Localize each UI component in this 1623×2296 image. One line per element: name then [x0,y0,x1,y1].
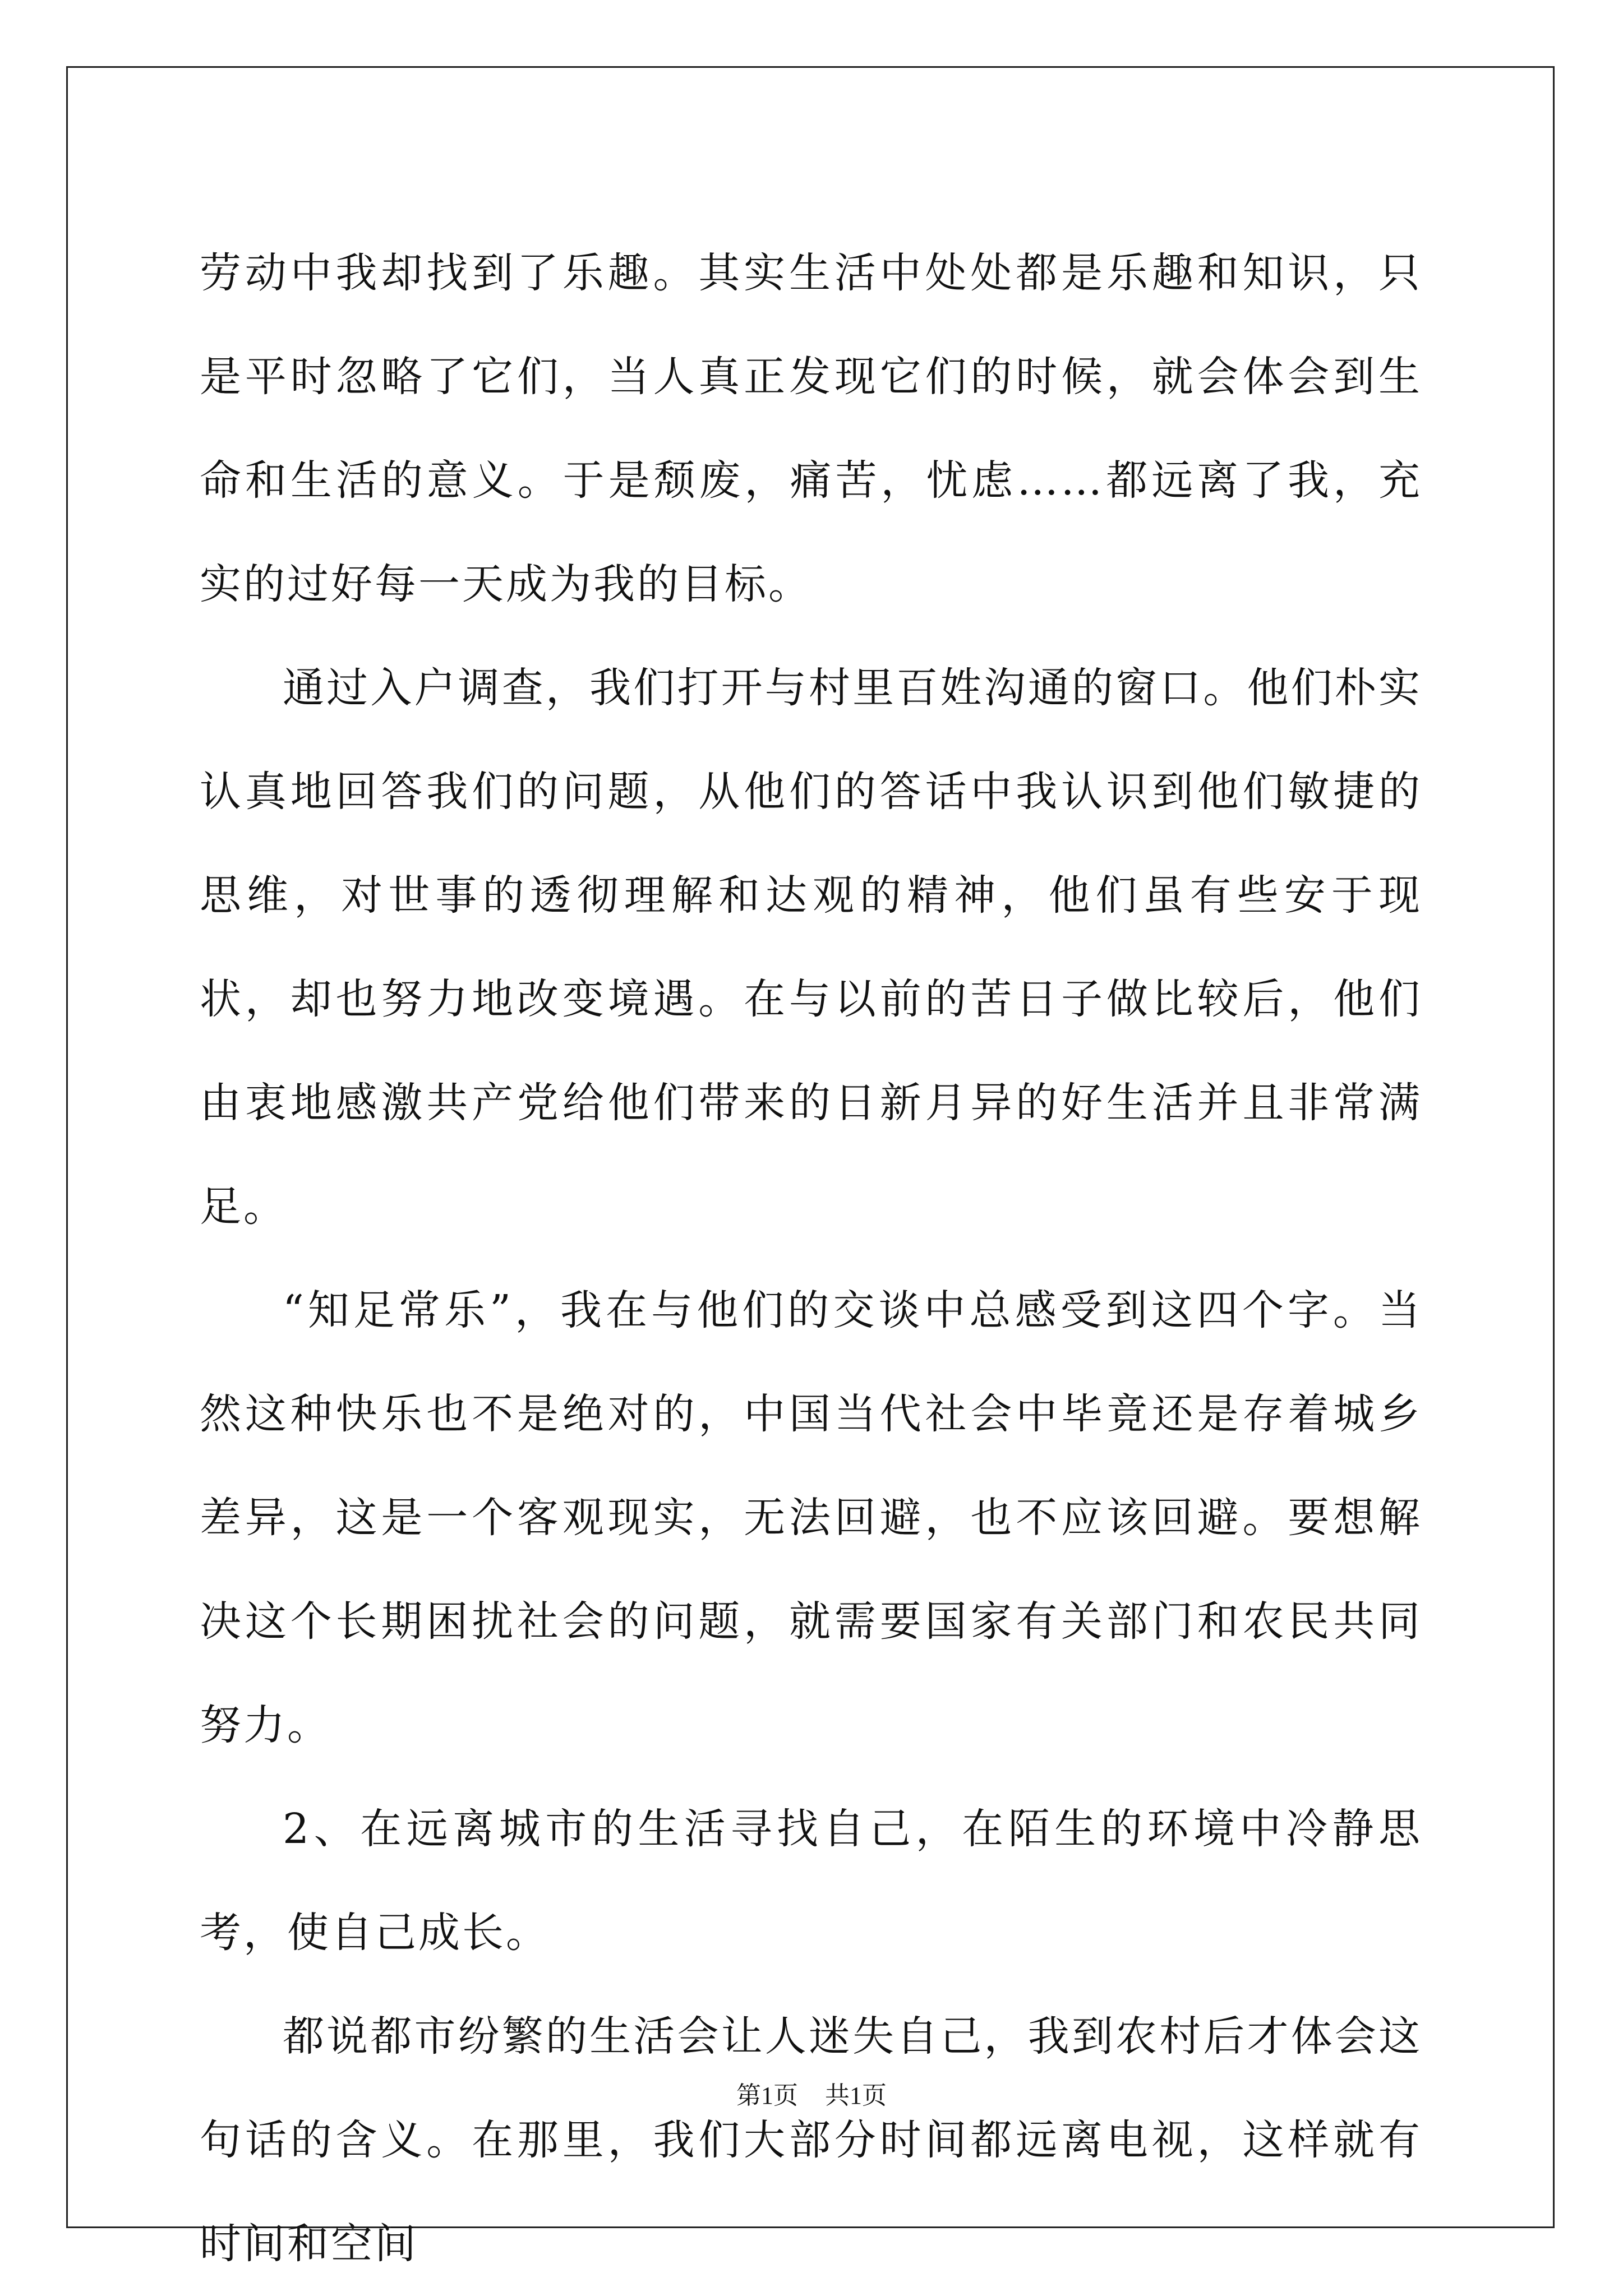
page-number: 第1页 [736,2082,798,2109]
paragraph-5: 都说都市纷繁的生活会让人迷失自己，我到农村后才体会这句话的含义。在那里，我们大部分时间都远离电视，这样就有时间和空间 [200,2012,1422,2268]
paragraph-2: 通过入户调查，我们打开与村里百姓沟通的窗口。他们朴实认真地回答我们的问题，从他们的答话中我认识到他们敏捷的思维，对世事的透彻理解和达观的精神，他们虽有些安于现状，却也努力地改变境遇。在与以前的苦日子做比较后，他们由衷地感激共产党给他们带来的日新月异的好生活并且非常满足。 [200,664,1422,1231]
page-footer [0,2079,1623,2113]
paragraph-1: 劳动中我却找到了乐趣。其实生活中处处都是乐趣和知识，只是平时忽略了它们，当人真正发现它们的时候，就会体会到生命和生活的意义。于是颓废，痛苦，忧虑……都远离了我，充实的过好每一天成为我的目标。 [200,249,1422,608]
paragraph-4: 2、在远离城市的生活寻找自己，在陌生的环境中冷静思考，使自己成长。 [200,1805,1422,1957]
paragraph-3: “知足常乐”，我在与他们的交谈中总感受到这四个字。当然这种快乐也不是绝对的，中国当代社会中毕竟还是存着城乡差异，这是一个客观现实，无法回避，也不应该回避。要想解决这个长期困扰社会的问题，就需要国家有关部门和农民共同努力。 [200,1286,1422,1749]
document-body [200,221,1422,2296]
page-total: 共1页 [825,2082,887,2109]
